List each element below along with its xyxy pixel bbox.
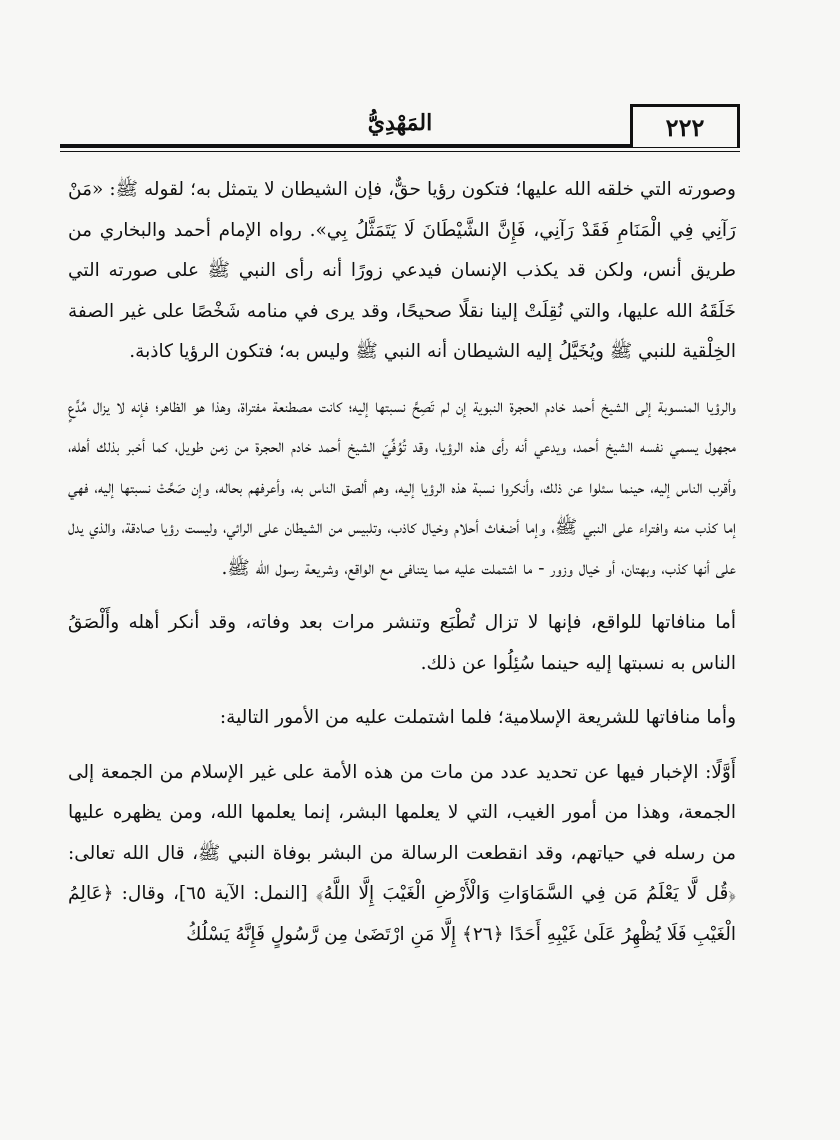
header-rule-thin bbox=[60, 151, 740, 152]
page-header bbox=[60, 96, 740, 150]
paragraph-1: وصورته التي خلقه الله عليها؛ فتكون رؤيا حقٌّ، فإن الشيطان لا يتمثل به؛ لقوله ﷺ: «مَنْ رَآنِي فِي الْمَنَامِ فَقَدْ رَآنِي، فَإِنَّ الشَّيْطَانَ لَا يَتَمَثَّلُ بِي». رواه الإمام أحمد والبخاري من طريق أنس، ولكن قد يكذب الإنسان فيدعي زورًا أنه رأى النبي ﷺ على صورته التي خَلَقَهُ الله عليها، والتي نُقِلَتْ إلينا نقلًا صحيحًا، وقد يرى في منامه شَخْصًا على غير الصفة الخِلْقية للنبي ﷺ ويُخَيَّلُ إليه الشيطان أنه النبي ﷺ وليس به؛ فتكون الرؤيا كاذبة. bbox=[68, 179, 736, 362]
paragraph-2: والرؤيا المنسوبة إلى الشيخ أحمد خادم الحجرة النبوية إن لم تَصِحَّ نسبتها إليه؛ كانت مصطنعة مفتراة، وهذا هو الظاهر؛ فإنه لا يزال مُدَّعٍ مجهول يسمي نفسه الشيخ أحمد، ويدعي أنه رأى هذه الرؤيا، وقد تُوُفِّيَ الشيخ أحمد خادم الحجرة من زمن طويل، كما أخبر بذلك أهله، وأقرب الناس إليه، حينما سئلوا عن ذلك، وأنكروا نسبة هذه الرؤيا إليه، وهم ألصق الناس به، وأعرفهم بحاله، وإن صَحَّتْ نسبتها إليه، فهي إما كذب منه وافتراء على النبي ﷺ، وإما أضغاث أحلام وخيال كاذب، وتلبيس من الشيطان على الرائي، وليست رؤيا صادقة، والذي يدل على أنها كذب، وبهتان، أو خيال وزور - ما اشتملت عليه مما يتنافى مع الواقع، وشريعة رسول الله ﷺ. bbox=[68, 395, 736, 579]
page-number: ٢٢٢ bbox=[630, 104, 740, 147]
running-title: المَهْدِيُّ bbox=[367, 110, 433, 136]
paragraph-4: وأما منافاتها للشريعة الإسلامية؛ فلما اشتملت عليه من الأمور التالية: bbox=[219, 707, 736, 728]
paragraph-3: أما منافاتها للواقع، فإنها لا تزال تُطْبَع وتنشر مرات بعد وفاته، وقد أنكر أهله وأَلْصَقُ الناس به نسبتها إليه حينما سُئِلُوا عن ذلك. bbox=[68, 612, 736, 674]
paragraph-5: أَوَّلًا: الإخبار فيها عن تحديد عدد من مات من هذه الأمة على غير الإسلام من الجمعة إلى الجمعة، وهذا من أمور الغيب، التي لا يعلمها البشر، إنما يعلمها الله، ومن يظهره عليها من رسله في حياتهم، وقد انقطعت الرسالة من البشر بوفاة النبي ﷺ، قال الله تعالى: ﴿قُل لَّا يَعْلَمُ مَن فِي السَّمَاوَاتِ وَالْأَرْضِ الْغَيْبَ إِلَّا اللَّهُ﴾ [النمل: الآية ٦٥]، وقال: ﴿عَالِمُ الْغَيْبِ فَلَا يُظْهِرُ عَلَىٰ غَيْبِهِ أَحَدًا ﴿٢٦﴾ إِلَّا مَنِ ارْتَضَىٰ مِن رَّسُولٍ فَإِنَّهُ يَسْلُكُ bbox=[68, 761, 736, 945]
body-text bbox=[68, 170, 736, 955]
